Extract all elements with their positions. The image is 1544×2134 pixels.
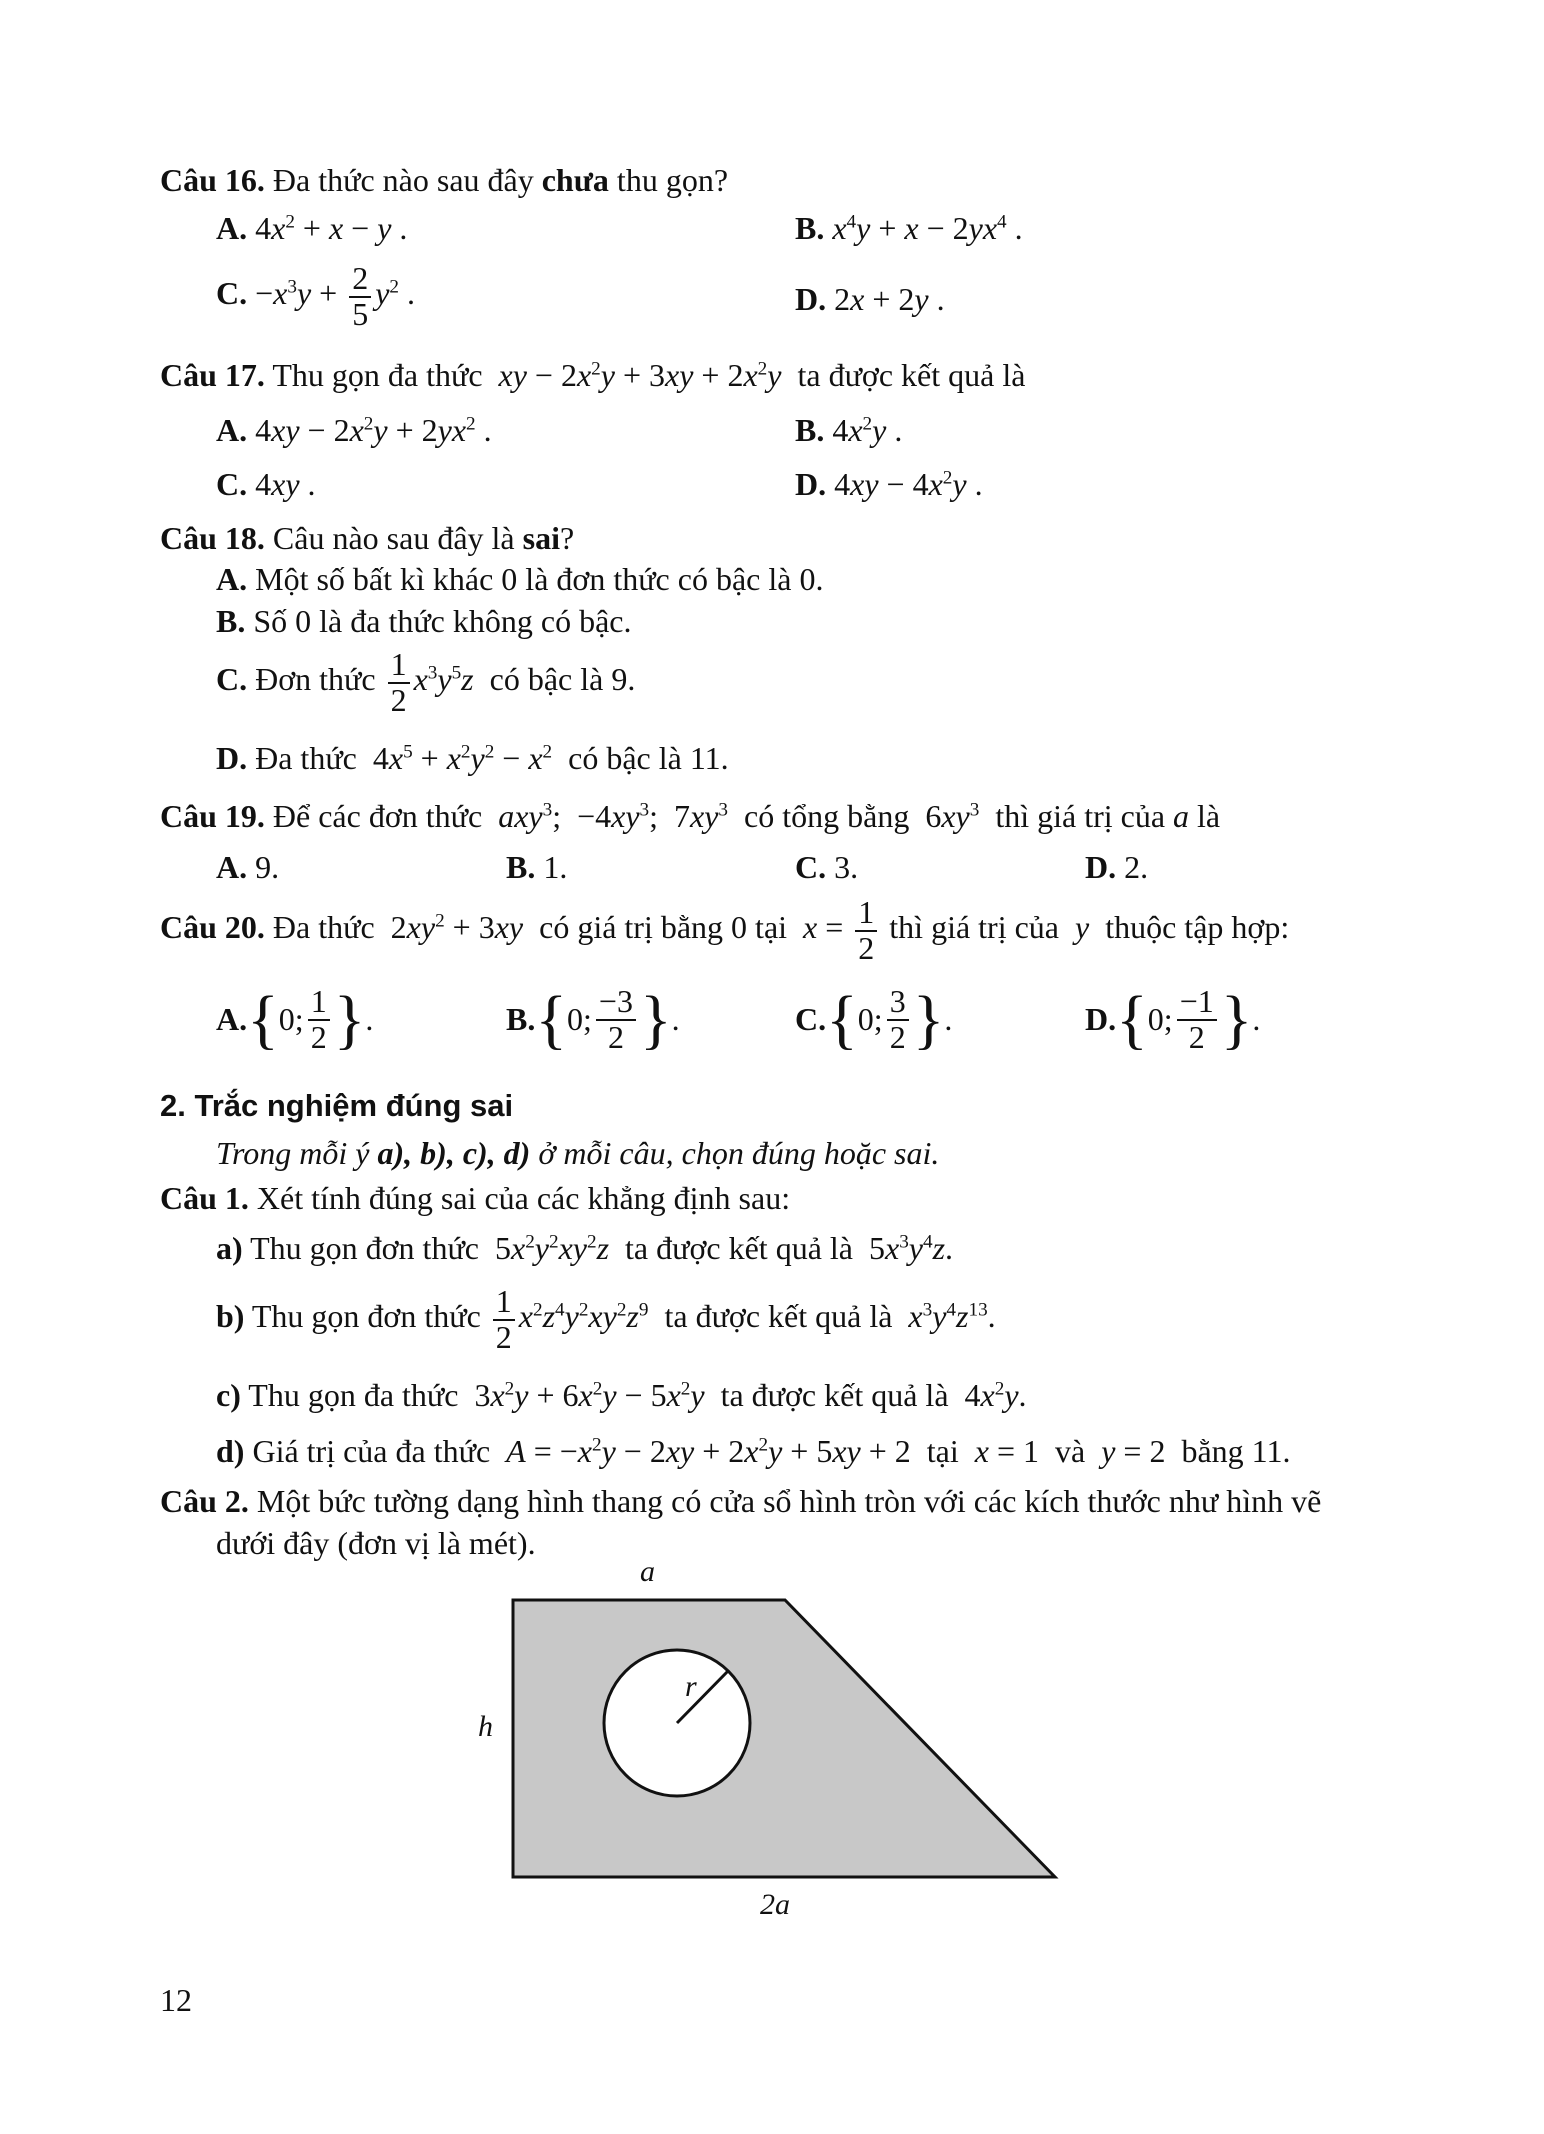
- q19-option-d: [1085, 849, 1148, 886]
- q19-label: Câu 19.: [160, 798, 265, 834]
- q17-a-label: A.: [216, 412, 248, 448]
- q17-option-a: A. $4xy - 2x^2y + 2yx^2$ .: [216, 412, 492, 448]
- q20-stem-pre: Đa thức: [272, 908, 375, 945]
- q18-d-post: có bậc là 11.: [568, 740, 729, 776]
- q19-b-label: B.: [506, 849, 536, 885]
- q19-c-label: C.: [795, 849, 827, 885]
- q16-option-b: B. $x^4y + x - 2yx^4$ .: [795, 210, 1023, 246]
- tf1-item-b: b) Thu gọn đơn thức $\frac{1}{2}$ $x^2z^4y^2xy^2z^9$ ta được kết quả là $x^3y^4z^{13}$.: [216, 1283, 996, 1355]
- q18-b-text: Số 0 là đa thức không có bậc.: [253, 603, 632, 639]
- wall-trapezoid: [513, 1600, 1055, 1877]
- tf1-c-label: c): [216, 1377, 241, 1413]
- q19-stem: Câu 19. Để các đơn thức axy$^3$; $-4xy^3$; $7xy^3$ có tổng bằng $6xy^3$ thì giá trị của a là: [160, 798, 1221, 834]
- q17-option-d: D. $4xy - 4x^2y$ .: [795, 466, 983, 502]
- q18-option-d: D. Đa thức $4x^5 + x^2y^2 - x^2$ có bậc là 11.: [216, 740, 729, 776]
- q19-stem-var: a: [1173, 798, 1190, 834]
- q20-c-label: C.: [795, 1001, 827, 1038]
- q18-option-b: [216, 603, 631, 640]
- q16-option-c: C. $-x^3y$ + $\frac{2}{5}$ $y^2$ .: [216, 260, 415, 332]
- q20-stem-zero: 0: [731, 908, 748, 945]
- q18-option-c: C. Đơn thức $\frac{1}{2}$ $x^3y^5z$ có bậc là 9.: [216, 646, 636, 718]
- label-r-radius: r: [685, 1670, 697, 1703]
- tf2-label: Câu 2.: [160, 1483, 249, 1519]
- q16-label: Câu 16.: [160, 162, 265, 198]
- q16-stem: [160, 162, 728, 199]
- q20-d-label: D.: [1085, 1001, 1117, 1038]
- q17-option-c: C. 4xy .: [216, 466, 316, 502]
- q18-c-pre: Đơn thức: [255, 660, 376, 697]
- q17-c-label: C.: [216, 466, 248, 502]
- q16-option-a: A. $4x^2 + x - y$ .: [216, 210, 408, 246]
- q19-a-val: 9.: [255, 849, 280, 885]
- q16-a-label: A.: [216, 210, 248, 246]
- q20-option-b: B. { 0; $\frac{-3}{2}$ } .: [506, 982, 680, 1056]
- q20-stem-mid: có giá trị bằng: [539, 908, 724, 945]
- tf1-item-d: d) Giá trị của đa thức $A = -x^2y - 2xy + 2x^2y + 5xy + 2$ tại x = 1 và y = 2 bằng 11.: [216, 1433, 1291, 1469]
- tf1-label: Câu 1.: [160, 1180, 249, 1216]
- q19-option-c: [795, 849, 858, 886]
- q19-stem-pre: Để các đơn thức: [272, 798, 483, 834]
- q17-stem-post: ta được kết quả là: [797, 357, 1026, 393]
- q16-stem-pre: Đa thức nào sau đây: [272, 162, 534, 198]
- tf2-stem-line2: dưới đây (đơn vị là mét).: [216, 1525, 536, 1561]
- q16-option-d: D. 2x + 2y .: [795, 281, 945, 317]
- q18-c-post: có bậc là 9.: [489, 660, 636, 697]
- q18-stem-bold: sai: [522, 520, 560, 556]
- q17-d-label: D.: [795, 466, 827, 502]
- label-2a-bottom: 2a: [760, 1888, 790, 1921]
- q18-stem-post: ?: [559, 520, 575, 556]
- q16-stem-bold: chưa: [541, 162, 609, 198]
- q19-b-val: 1.: [543, 849, 568, 885]
- q19-d-val: 2.: [1124, 849, 1149, 885]
- tf1-item-c: c) Thu gọn đa thức $3x^2y + 6x^2y - 5x^2y$ ta được kết quả là $4x^2y$.: [216, 1377, 1027, 1413]
- q19-d-label: D.: [1085, 849, 1117, 885]
- q17-label: Câu 17.: [160, 357, 265, 393]
- tf1-item-a: a) Thu gọn đơn thức $5x^2y^2xy^2z$ ta được kết quả là $5x^3y^4z$.: [216, 1230, 954, 1266]
- trapezoid-wall-figure: [450, 1555, 1100, 1935]
- q18-stem: [160, 520, 574, 557]
- q18-a-label: A.: [216, 561, 248, 597]
- q20-stem-end: thuộc tập hợp:: [1105, 908, 1290, 945]
- tf2-stem-line1: Câu 2. Một bức tường dạng hình thang có cửa sổ hình tròn với các kích thước như hình vẽ: [160, 1483, 1322, 1519]
- tf1-b-label: b): [216, 1297, 245, 1334]
- tf1-b-fraction: $\frac{1}{2}$: [493, 1285, 515, 1354]
- tf1-stem: [160, 1180, 790, 1217]
- page-number: 12: [160, 1982, 192, 2018]
- tf1-d-label: d): [216, 1433, 245, 1469]
- q17-option-b: B. $4x^2y$ .: [795, 412, 903, 448]
- q19-option-b: [506, 849, 567, 886]
- q17-stem-pre: Thu gọn đa thức: [272, 357, 483, 393]
- q16-c-label: C.: [216, 274, 248, 311]
- q19-c-val: 3.: [834, 849, 859, 885]
- q20-stem-post: thì giá trị của: [889, 908, 1059, 945]
- q18-c-label: C.: [216, 660, 248, 697]
- q18-stem-pre: Câu nào sau đây là: [272, 520, 515, 556]
- q19-a-label: A.: [216, 849, 248, 885]
- q20-stem: Câu 20. Đa thức $2xy^2 + 3xy$ có giá trị bằng 0 tại x = $\frac{1}{2}$ thì giá trị của y thuộc tập hợp:: [160, 894, 1290, 966]
- q16-b-label: B.: [795, 210, 825, 246]
- q18-label: Câu 18.: [160, 520, 265, 556]
- q18-d-label: D.: [216, 740, 248, 776]
- section-2-title: 2. Trắc nghiệm đúng sai: [160, 1088, 514, 1123]
- q20-option-a: A. { 0; $\frac{1}{2}$ } .: [216, 982, 374, 1056]
- q20-x-fraction: $\frac{1}{2}$: [855, 896, 877, 965]
- q16-d-label: D.: [795, 281, 827, 317]
- q20-option-c: C. { 0; $\frac{3}{2}$ } .: [795, 982, 953, 1056]
- q20-b-label: B.: [506, 1001, 536, 1038]
- q18-c-fraction: $\frac{1}{2}$: [388, 648, 410, 717]
- q20-stem-tai: tại: [755, 908, 788, 945]
- q18-option-a: [216, 561, 823, 598]
- q18-a-text: Một số bất kì khác 0 là đơn thức có bậc là 0.: [255, 561, 824, 597]
- q16-c-fraction: $\frac{2}{5}$: [349, 262, 371, 331]
- q20-a-label: A.: [216, 1001, 248, 1038]
- q16-stem-post: thu gọn?: [616, 162, 729, 198]
- q19-stem-end: là: [1197, 798, 1221, 834]
- q20-label: Câu 20.: [160, 908, 265, 945]
- q17-stem: Câu 17. Thu gọn đa thức xy − $2x^2y + 3xy + 2x^2y$ ta được kết quả là: [160, 357, 1026, 393]
- q19-stem-post: thì giá trị của: [995, 798, 1166, 834]
- section-2-instruction: Trong mỗi ý a), b), c), d) ở mỗi câu, chọn đúng hoặc sai.: [216, 1135, 940, 1171]
- tf1-a-label: a): [216, 1230, 243, 1266]
- q19-stem-mid: có tổng bằng: [744, 798, 910, 834]
- q19-option-a: [216, 849, 279, 886]
- tf1-stem-text: Xét tính đúng sai của các khẳng định sau:: [256, 1180, 791, 1216]
- label-a-top: a: [640, 1555, 655, 1588]
- q18-b-label: B.: [216, 603, 246, 639]
- q18-d-pre: Đa thức: [255, 740, 357, 776]
- q20-option-d: D. { 0; $\frac{-1}{2}$ } .: [1085, 982, 1261, 1056]
- instruction-bold: a), b), c), d): [377, 1135, 531, 1171]
- label-h-left: h: [478, 1710, 493, 1743]
- q17-b-label: B.: [795, 412, 825, 448]
